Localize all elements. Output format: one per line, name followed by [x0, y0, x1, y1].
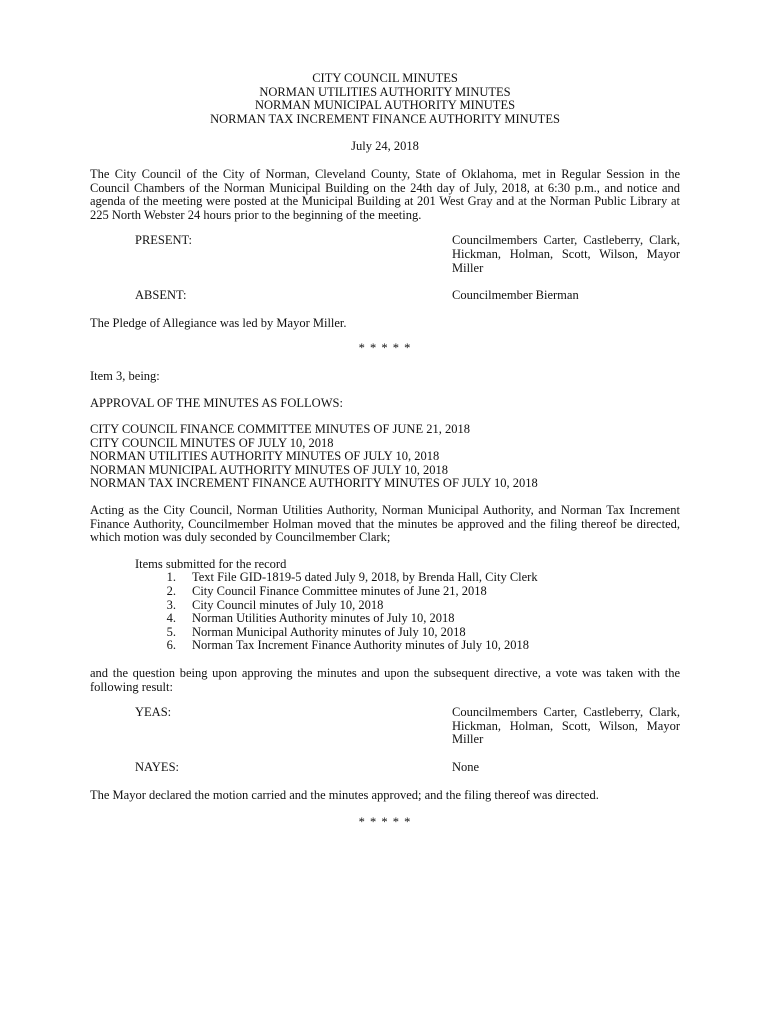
motion-paragraph: Acting as the City Council, Norman Utilities Authority, Norman Municipal Authority, and Norman Tax Increment Finance Authority, Councilmember Holman moved that the minutes be approved and the filing thereof be directed, which motion was duly seconded by Councilmember Clark; [90, 503, 680, 545]
minutes-list-item: CITY COUNCIL MINUTES OF JULY 10, 2018 [90, 435, 334, 450]
record-item [135, 626, 680, 640]
yeas-row [90, 706, 680, 747]
record-title: Items submitted for the record [135, 556, 287, 571]
record-item-number: 1. [166, 570, 176, 585]
heading-municipal-authority: NORMAN MUNICIPAL AUTHORITY MINUTES [254, 98, 516, 113]
yeas-members: Councilmembers Carter, Castleberry, Clark, Hickman, Holman, Scott, Wilson, Mayor Miller [452, 705, 680, 747]
approval-heading: APPROVAL OF THE MINUTES AS FOLLOWS: [90, 395, 343, 410]
nayes-row [90, 761, 680, 775]
item-label: Item 3, being: [90, 368, 160, 383]
record-item-text: Text File GID-1819-5 dated July 9, 2018, by Brenda Hall, City Clerk [192, 570, 538, 585]
vote-intro-paragraph: and the question being upon approving the minutes and upon the subsequent directive, a vote was taken with the following result: [90, 666, 680, 694]
meeting-date: July 24, 2018 [351, 139, 419, 154]
nayes-label: NAYES: [135, 759, 179, 774]
section-separator: * * * * * [358, 341, 412, 356]
record-item-text: City Council Finance Committee minutes of June 21, 2018 [192, 584, 487, 599]
record-item-number: 2. [166, 584, 176, 599]
absent-label: ABSENT: [135, 288, 187, 303]
document-headings [90, 72, 680, 126]
minutes-list-item: NORMAN TAX INCREMENT FINANCE AUTHORITY MINUTES OF JULY 10, 2018 [90, 476, 538, 491]
record-section [90, 558, 680, 653]
minutes-list-item: NORMAN MUNICIPAL AUTHORITY MINUTES OF JULY 10, 2018 [90, 462, 449, 477]
record-item-text: City Council minutes of July 10, 2018 [192, 597, 384, 612]
record-item [135, 599, 680, 613]
heading-city-council: CITY COUNCIL MINUTES [312, 71, 458, 85]
section-separator-end: * * * * * [358, 815, 412, 830]
record-item-text: Norman Tax Increment Finance Authority minutes of July 10, 2018 [192, 638, 530, 653]
pledge-paragraph: The Pledge of Allegiance was led by Mayor Miller. [90, 315, 347, 330]
minutes-list [90, 423, 680, 491]
present-label: PRESENT: [135, 233, 193, 248]
absent-row [90, 289, 680, 303]
record-list [135, 571, 680, 653]
intro-paragraph: The City Council of the City of Norman, Cleveland County, State of Oklahoma, met in Regular Session in the Council Chambers of the Norman Municipal Building on the 24th day of July, 2018, at 6:30 p.m., and notice and agenda of the meeting were posted at the Municipal Building at 201 West Gray and at the Norman Public Library at 225 North Webster 24 hours prior to the beginning of the meeting. [90, 166, 680, 222]
record-item-text: Norman Utilities Authority minutes of July 10, 2018 [192, 611, 455, 626]
record-item [135, 571, 680, 585]
record-item [135, 639, 680, 653]
minutes-page [90, 70, 680, 830]
record-item [135, 612, 680, 626]
record-item-number: 6. [166, 638, 176, 653]
heading-tax-increment-authority: NORMAN TAX INCREMENT FINANCE AUTHORITY MINUTES [210, 111, 560, 126]
yeas-label: YEAS: [135, 705, 172, 720]
record-item-number: 3. [166, 597, 176, 612]
record-item-number: 5. [166, 624, 176, 639]
absent-members: Councilmember Bierman [452, 288, 579, 303]
record-item-text: Norman Municipal Authority minutes of July 10, 2018 [192, 624, 466, 639]
minutes-list-item: NORMAN UTILITIES AUTHORITY MINUTES OF JULY 10, 2018 [90, 449, 440, 464]
record-item [135, 585, 680, 599]
declaration-paragraph: The Mayor declared the motion carried and the minutes approved; and the filing thereof was directed. [90, 787, 599, 802]
heading-utilities-authority: NORMAN UTILITIES AUTHORITY MINUTES [259, 84, 511, 99]
present-row [90, 234, 680, 275]
present-members: Councilmembers Carter, Castleberry, Clark, Hickman, Holman, Scott, Wilson, Mayor Miller [452, 233, 680, 275]
minutes-list-item: CITY COUNCIL FINANCE COMMITTEE MINUTES OF JUNE 21, 2018 [90, 422, 470, 437]
record-item-number: 4. [166, 611, 176, 626]
nayes-members: None [452, 759, 480, 774]
